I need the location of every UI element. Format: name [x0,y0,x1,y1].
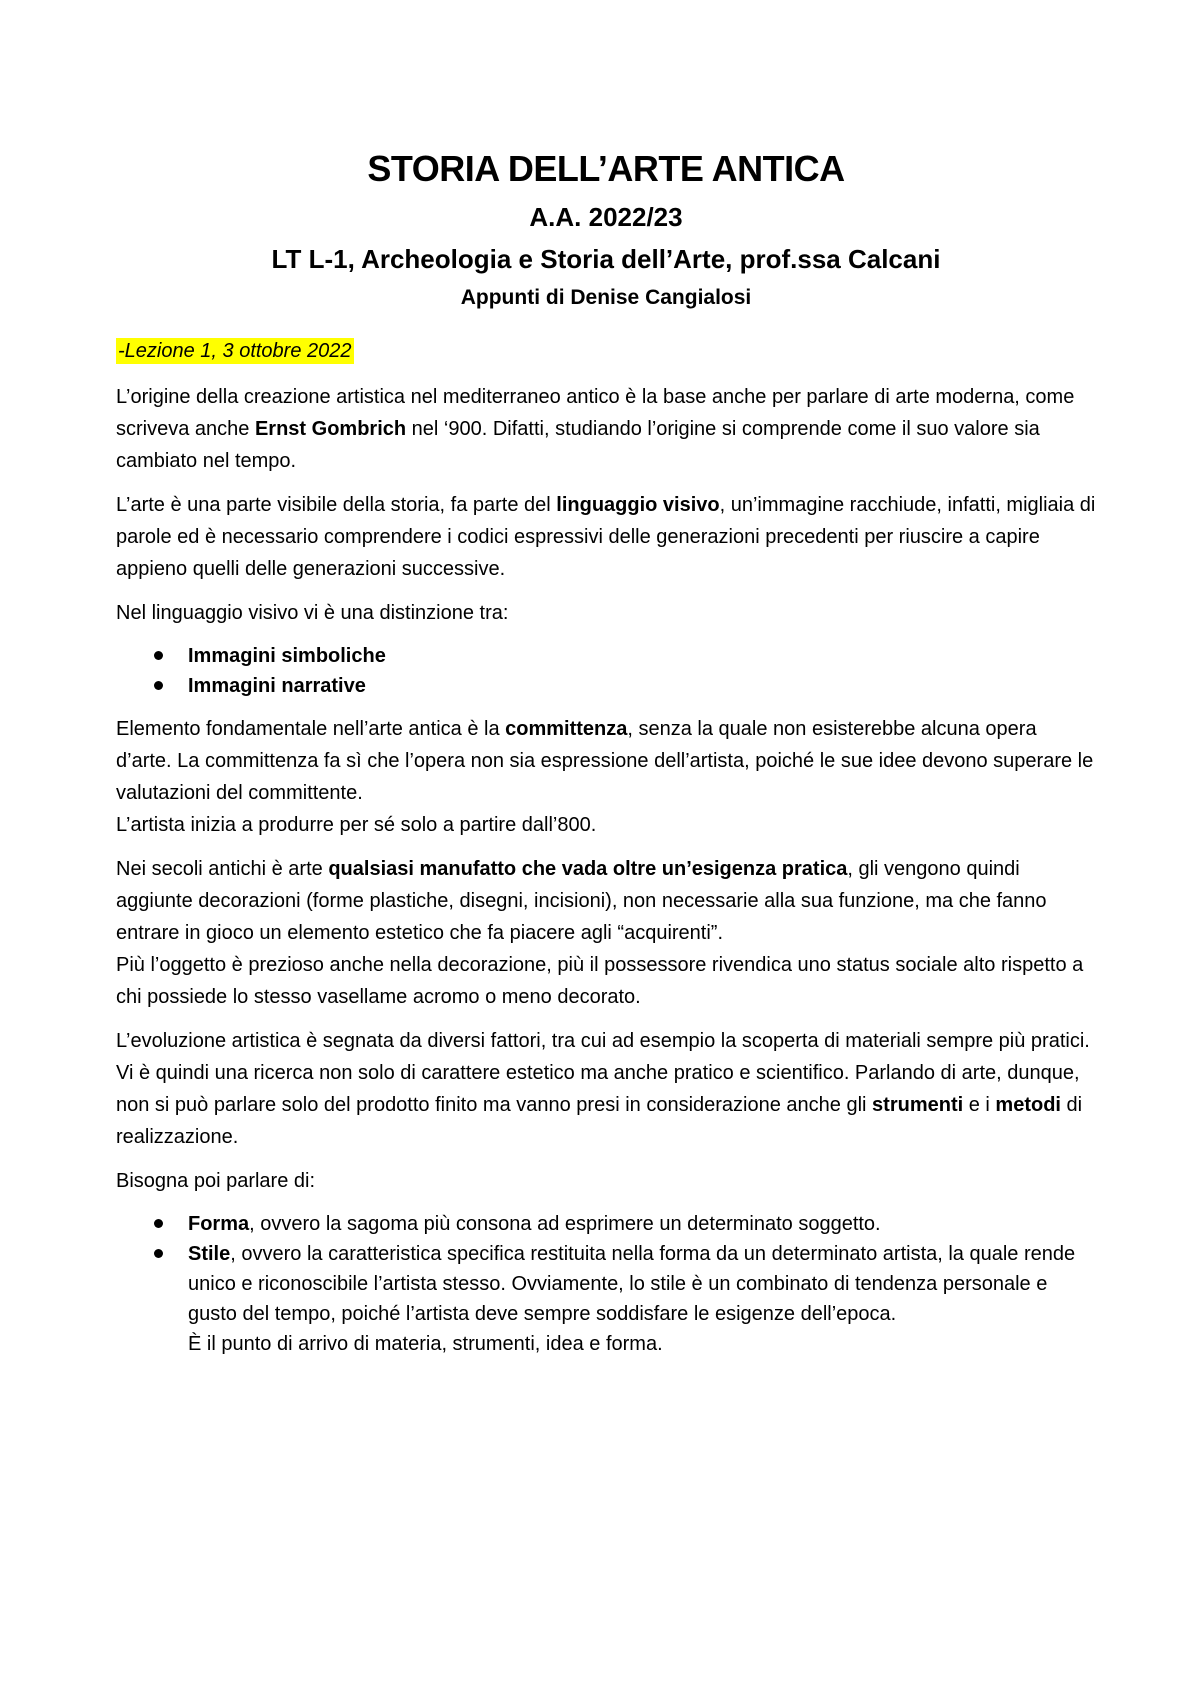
paragraph-2-text-c: , un’immagine racchiude, infatti, migliaia di parole ed è necessario comprendere i codici espressivi delle generazioni precedenti per riuscire a capire appieno quelli delle generazioni successive. [116,494,1096,580]
bullet-icon [154,1219,163,1228]
list-item-text: , ovvero la sagoma più consona ad esprimere un determinato soggetto. [249,1213,881,1235]
document-title: STORIA DELL’ARTE ANTICA [367,148,845,189]
bullet-icon [154,1249,163,1258]
paragraph-6 [116,1025,1096,1153]
paragraph-4 [116,713,1096,841]
paragraph-5-text-a: Nei secoli antichi è arte [116,858,329,880]
list-item-term: Forma [188,1213,250,1235]
paragraph-5 [116,853,1096,1013]
list-item-text: , ovvero la caratteristica specifica restituita nella forma da un determinato artista, la quale rende unico e riconoscibile l’artista stesso. Ovviamente, lo stile è un combinato di tendenza personale e gusto del tempo, poiché l’artista deve sempre soddisfare le esigenze dell’epoca. [188,1243,1076,1325]
paragraph-6-text-e: di realizzazione. [116,1094,1083,1148]
paragraph-5-text-d: Più l’oggetto è prezioso anche nella decorazione, più il possessore rivendica uno status sociale alto rispetto a chi possiede lo stesso vasellame acromo o meno decorato. [116,954,1084,1008]
bullet-icon [154,681,163,690]
paragraph-5-text-c: , gli vengono quindi aggiunte decorazioni (forme plastiche, disegni, incisioni), non necessarie alla sua funzione, ma che fanno entrare in gioco un elemento estetico che fa piacere agli “acquirenti”. [116,858,1047,944]
paragraph-6-text-c: e i [963,1094,996,1116]
paragraph-1-text-a: L’origine della creazione artistica nel mediterraneo antico è la base anche per parlare di arte moderna, come scriveva anche [116,386,1075,440]
paragraph-1-bold: Ernst Gombrich [254,418,407,440]
bullet-list-2 [116,1209,1096,1359]
course-info: LT L-1, Archeologia e Storia dell’Arte, prof.ssa Calcani [271,244,941,274]
paragraph-2-bold: linguaggio visivo [556,494,720,516]
lesson-heading [116,335,1096,367]
list-item [188,1209,1096,1239]
author-line: Appunti di Denise Cangialosi [460,286,752,309]
paragraph-4-bold: committenza [505,718,628,740]
list-item-text: Immagini simboliche [188,645,386,667]
paragraph-4-text-a: Elemento fondamentale nell’arte antica è la [116,718,506,740]
paragraph-1-text-c: nel ‘900. Difatti, studiando l’origine si comprende come il suo valore sia cambiato nel tempo. [116,418,1040,472]
lesson-heading-highlight: -Lezione 1, 3 ottobre 2022 [118,340,352,362]
paragraph-7: Bisogna poi parlare di: [116,1170,316,1192]
document-content [116,145,1096,1371]
list-item-text: Immagini narrative [188,675,366,697]
list-item [188,641,1096,671]
paragraph-2 [116,489,1096,585]
paragraph-4-text-d: L’artista inizia a produrre per sé solo a partire dall’800. [116,814,597,836]
paragraph-1 [116,381,1096,477]
paragraph-5-bold: qualsiasi manufatto che vada oltre un’esigenza pratica [328,858,848,880]
paragraph-6-bold-1: strumenti [872,1094,964,1116]
bullet-list-1 [116,641,1096,701]
paragraph-4-text-c: , senza la quale non esisterebbe alcuna opera d’arte. La committenza fa sì che l’opera non sia espressione dell’artista, poiché le sue idee devono superare le valutazioni del committente. [116,718,1094,804]
academic-year: A.A. 2022/23 [529,202,683,232]
list-item-term: Stile [188,1243,231,1265]
list-item [188,1239,1096,1359]
bullet-icon [154,651,163,660]
paragraph-3: Nel linguaggio visivo vi è una distinzione tra: [116,602,509,624]
list-item-extra: È il punto di arrivo di materia, strumenti, idea e forma. [188,1333,663,1355]
paragraph-6-bold-2: metodi [995,1094,1061,1116]
paragraph-6-text-a: L’evoluzione artistica è segnata da diversi fattori, tra cui ad esempio la scoperta di materiali sempre più pratici. Vi è quindi una ricerca non solo di carattere estetico ma anche pratico e scientifico. Parlando di arte, dunque, non si può parlare solo del prodotto finito ma vanno presi in considerazione anche gli [116,1030,1090,1116]
paragraph-2-text-a: L’arte è una parte visibile della storia, fa parte del [116,494,557,516]
list-item [188,671,1096,701]
